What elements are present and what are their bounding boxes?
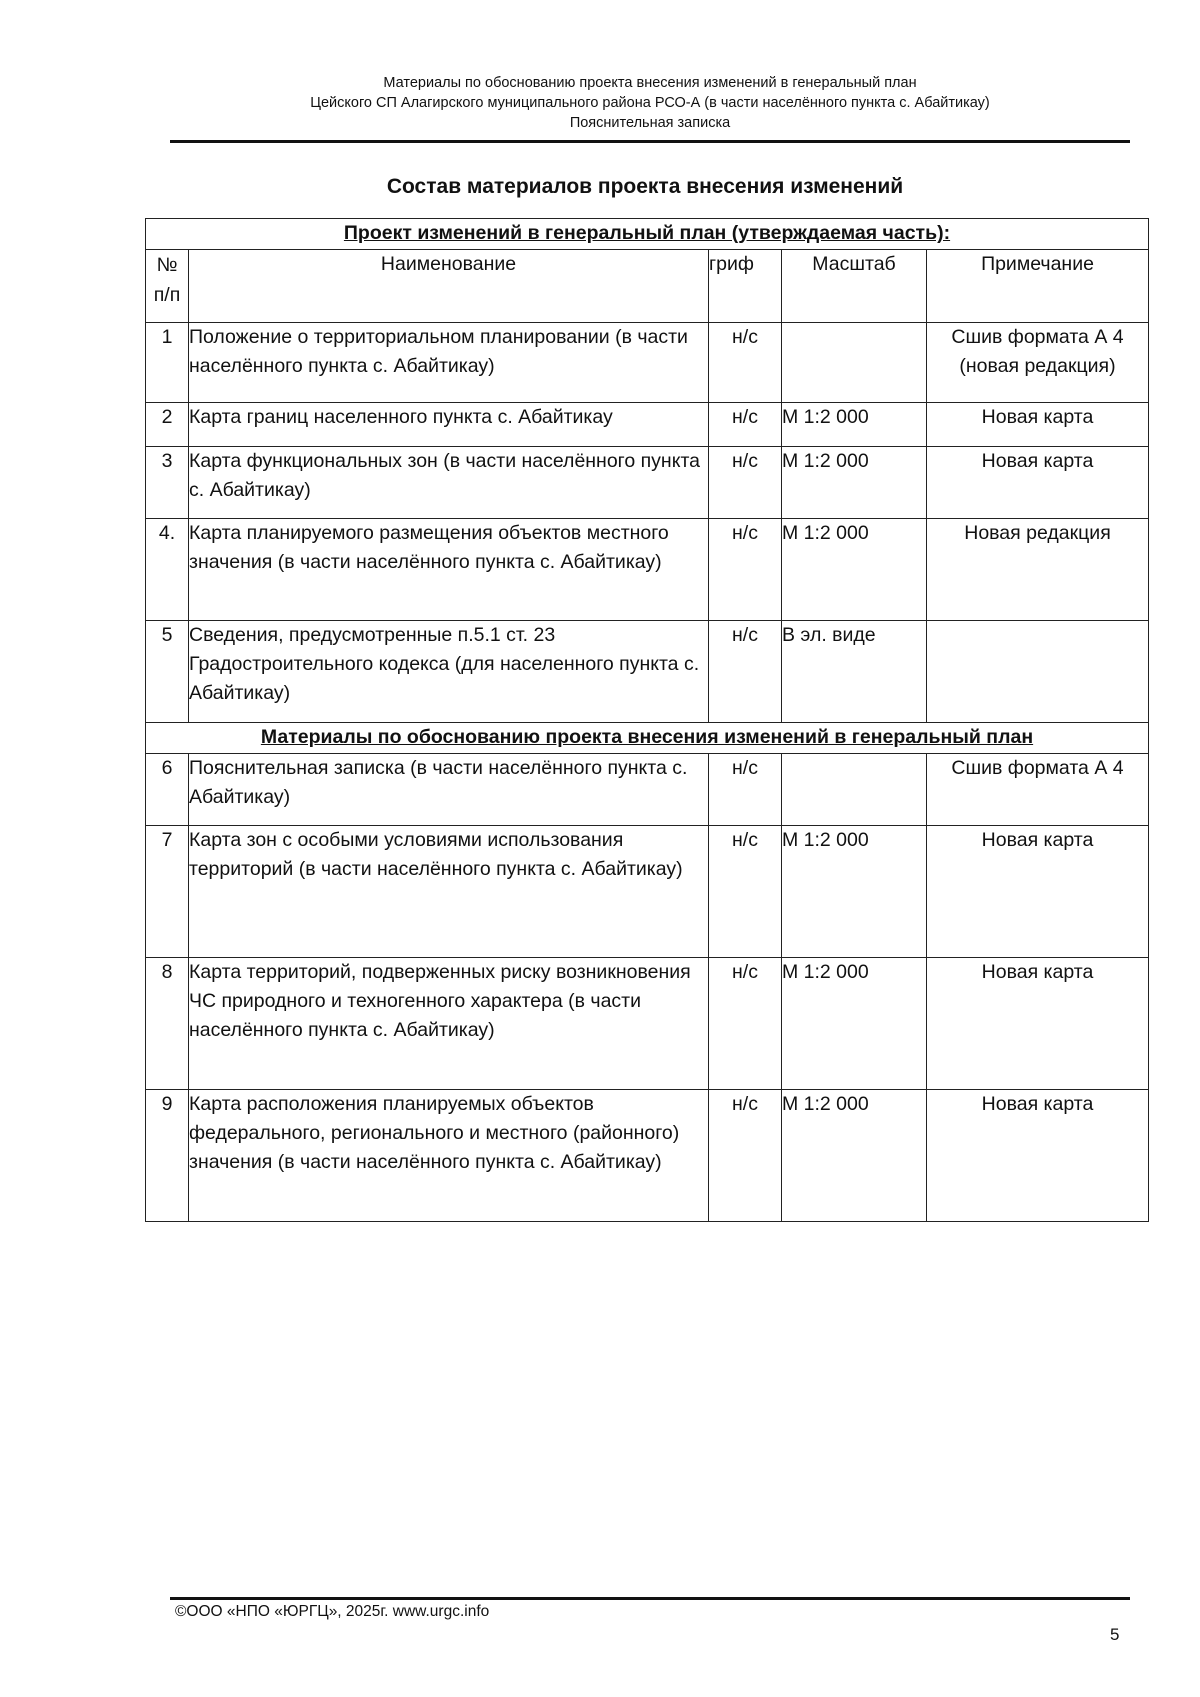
column-header-name: Наименование [189, 250, 709, 323]
row-name: Сведения, предусмотренные п.5.1 ст. 23 Градостроительного кодекса (для населенного пункта с. Абайтикау) [189, 621, 709, 723]
row-note: Сшив формата А 4 (новая редакция) [927, 323, 1149, 403]
row-name: Карта функциональных зон (в части населённого пункта с. Абайтикау) [189, 447, 709, 519]
page-number: 5 [1110, 1625, 1120, 1644]
row-num: 7 [146, 826, 189, 958]
row-note: Новая карта [927, 826, 1149, 958]
materials-table [145, 218, 1149, 1222]
row-scale: М 1:2 000 [782, 519, 927, 621]
row-grif: н/с [709, 754, 782, 826]
row-grif: н/с [709, 519, 782, 621]
row-scale [782, 323, 927, 403]
column-header-num-line2: п/п [153, 284, 181, 306]
table-row [146, 754, 1149, 826]
row-grif: н/с [709, 621, 782, 723]
table-row [146, 519, 1149, 621]
row-grif: н/с [709, 447, 782, 519]
footer-divider [170, 1597, 1130, 1600]
table-row [146, 323, 1149, 403]
row-note: Новая редакция [927, 519, 1149, 621]
header-line-2: Цейского СП Алагирского муниципального района РСО-А (в части населённого пункта с. Абайтикау) [310, 95, 990, 111]
row-grif: н/с [709, 958, 782, 1090]
row-num: 5 [146, 621, 189, 723]
row-note [927, 621, 1149, 723]
document-title: Состав материалов проекта внесения изменений [386, 175, 904, 198]
column-header-grif: гриф [709, 250, 782, 323]
row-grif: н/с [709, 1090, 782, 1222]
row-scale: М 1:2 000 [782, 826, 927, 958]
row-name: Положение о территориальном планировании (в части населённого пункта с. Абайтикау) [189, 323, 709, 403]
row-num: 4. [146, 519, 189, 621]
row-note: Новая карта [927, 958, 1149, 1090]
row-num: 1 [146, 323, 189, 403]
column-header-num-line1: № [156, 254, 178, 276]
column-header-num [146, 250, 189, 323]
section-row-approved [146, 219, 1149, 250]
row-note: Сшив формата А 4 [927, 754, 1149, 826]
row-scale [782, 754, 927, 826]
table-row [146, 958, 1149, 1090]
row-num: 8 [146, 958, 189, 1090]
table-header-row [146, 250, 1149, 323]
column-header-scale: Масштаб [782, 250, 927, 323]
header-line-1: Материалы по обоснованию проекта внесения изменений в генеральный план [383, 75, 917, 91]
row-grif: н/с [709, 826, 782, 958]
table-row [146, 403, 1149, 447]
section-heading: Проект изменений в генеральный план (утверждаемая часть): [146, 219, 1149, 250]
row-num: 3 [146, 447, 189, 519]
row-scale: М 1:2 000 [782, 1090, 927, 1222]
row-scale: М 1:2 000 [782, 958, 927, 1090]
row-name: Карта расположения планируемых объектов федерального, регионального и местного (районного) значения (в части населённого пункта с. Абайтикау) [189, 1090, 709, 1222]
row-scale: М 1:2 000 [782, 447, 927, 519]
row-name: Карта границ населенного пункта с. Абайтикау [189, 403, 709, 447]
row-grif: н/с [709, 323, 782, 403]
section-row-justification [146, 723, 1149, 754]
section-heading: Материалы по обоснованию проекта внесения изменений в генеральный план [146, 723, 1149, 754]
row-scale: В эл. виде [782, 621, 927, 723]
row-name: Пояснительная записка (в части населённого пункта с. Абайтикау) [189, 754, 709, 826]
row-note: Новая карта [927, 1090, 1149, 1222]
row-note: Новая карта [927, 403, 1149, 447]
row-num: 9 [146, 1090, 189, 1222]
table-row [146, 826, 1149, 958]
page-header [170, 73, 1130, 133]
row-num: 6 [146, 754, 189, 826]
header-divider [170, 140, 1130, 143]
table-row [146, 447, 1149, 519]
row-num: 2 [146, 403, 189, 447]
header-line-3: Пояснительная записка [569, 115, 731, 131]
row-name: Карта планируемого размещения объектов местного значения (в части населённого пункта с. Абайтикау) [189, 519, 709, 621]
row-note: Новая карта [927, 447, 1149, 519]
table-row [146, 621, 1149, 723]
row-name: Карта зон с особыми условиями использования территорий (в части населённого пункта с. Абайтикау) [189, 826, 709, 958]
column-header-note: Примечание [927, 250, 1149, 323]
row-name: Карта территорий, подверженных риску возникновения ЧС природного и техногенного характера (в части населённого пункта с. Абайтикау) [189, 958, 709, 1090]
table-row [146, 1090, 1149, 1222]
footer-copyright: ©ООО «НПО «ЮРГЦ», 2025г. www.urgc.info [175, 1603, 490, 1620]
row-scale: М 1:2 000 [782, 403, 927, 447]
row-grif: н/с [709, 403, 782, 447]
